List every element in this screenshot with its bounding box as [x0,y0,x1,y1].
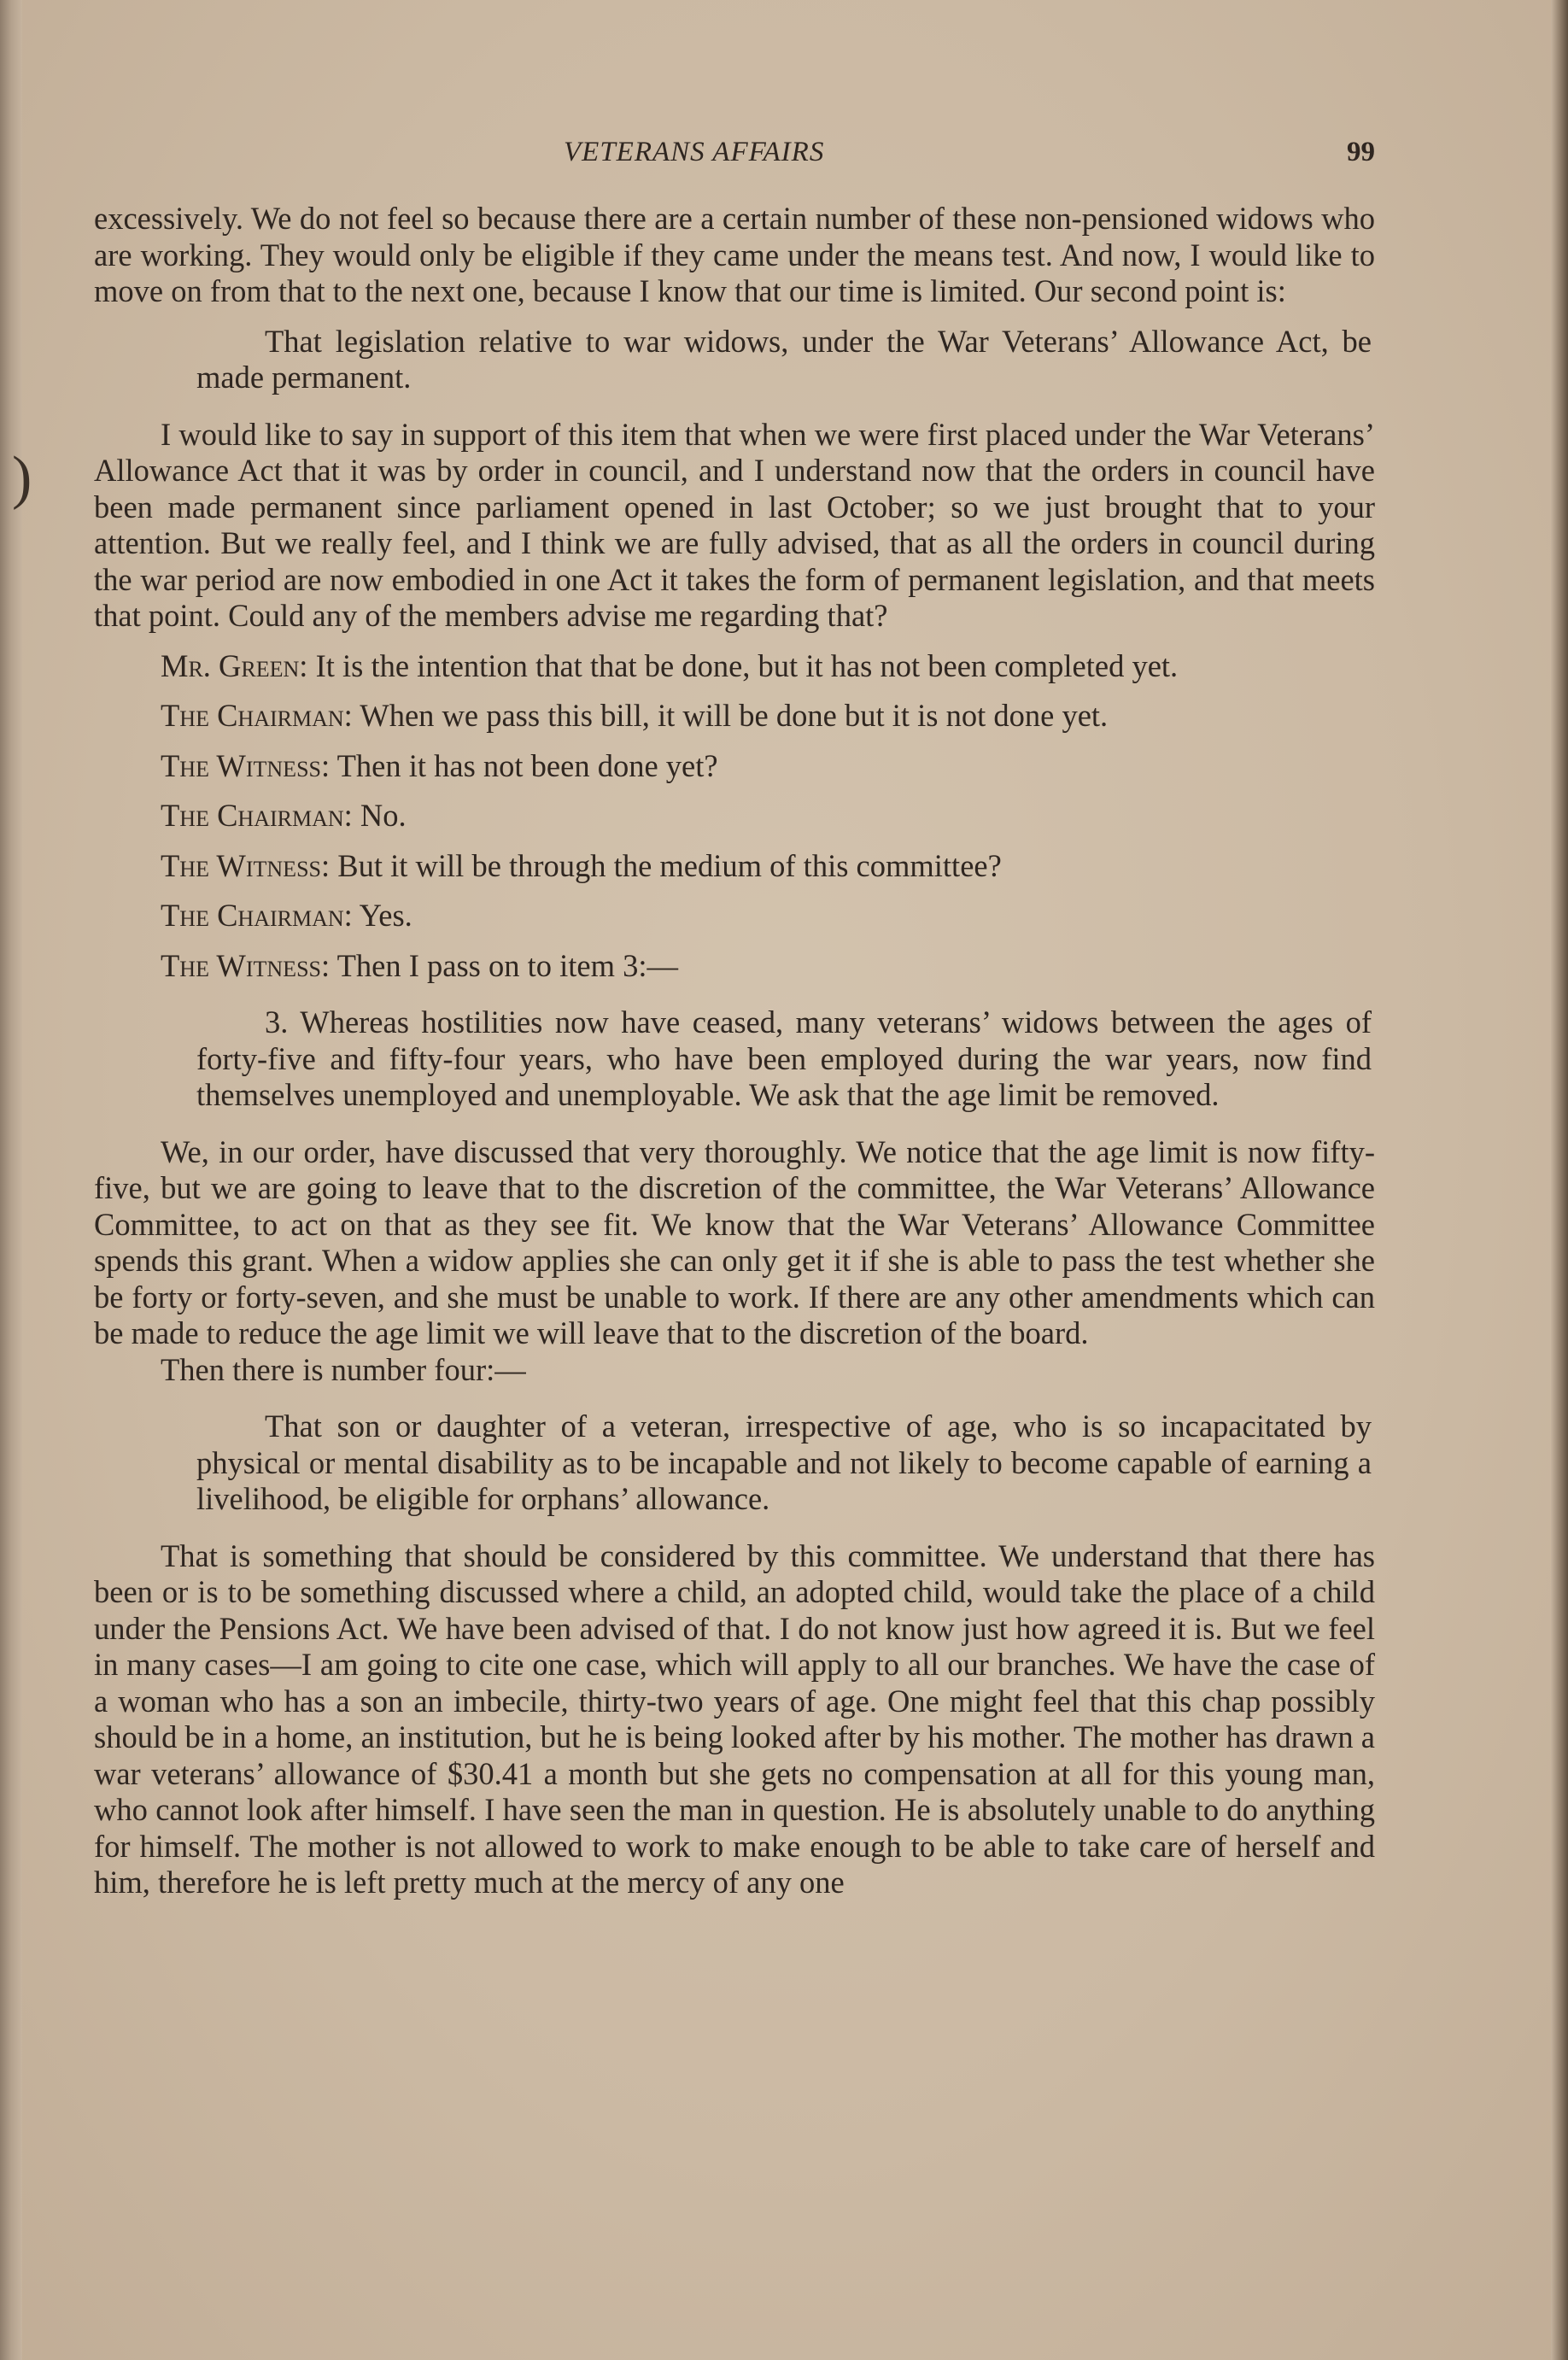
speaker-name: The Chairman [161,798,344,833]
speech-text: : But it will be through the medium of this committee? [321,847,1002,883]
page-outer-edge [1551,0,1568,2360]
speaker-name: The Witness [161,947,321,983]
page-body [94,201,1375,1901]
speaker-name: Mr. Green [161,647,300,683]
speech-text: : Yes. [343,898,412,933]
speaker-name: The Witness [161,747,321,783]
dialogue-witness-2 [94,848,1375,885]
dialogue-witness-1 [94,748,1375,785]
dialogue-chairman-1 [94,698,1375,735]
speaker-name: The Chairman [161,698,344,733]
quoted-item-2: That legislation relative to war widows, under the War Veterans’ Allowance Act, be made permanent. [196,323,1372,395]
speech-text: : Then it has not been done yet? [321,747,718,783]
dialogue-chairman-3 [94,898,1375,934]
speech-text: : It is the intention that that be done, but it has not been completed yet. [299,647,1179,683]
dialogue-chairman-2 [94,798,1375,834]
paragraph-2: I would like to say in support of this item that when we were first placed under the War Veterans’ Allowance Act that it was by order in council, and I understand now that the orders in council have been made permanent since parliament opened in last October; so we just brought that to your attention. But we really feel, and I think we are fully advised, that as all the orders in council during the war period are now embodied in one Act it takes the form of permanent legislation, and that meets that point. Could any of the members advise me regarding that? [94,416,1375,633]
speech-text: : Then I pass on to item 3:— [321,947,679,983]
paragraph-5: That is something that should be considered by this committee. We understand that there has been or is to be something discussed where a child, an adopted child, would take the place of a child under the Pensions Act. We have been advised of that. I do not know just how agreed it is. But we feel in many cases—I am going to cite one case, which will apply to all our branches. We have the case of a woman who has a son an imbecile, thirty-two years of age. One might feel that this chap possibly should be in a home, an institution, but he is being looked after by his mother. The mother has drawn a war veterans’ allowance of $30.41 a month but she gets no compensation at all for this young man, who cannot look after himself. I have seen the man in question. He is absolutely unable to do anything for himself. The mother is not allowed to work to make enough to be able to take care of herself and him, therefore he is left pretty much at the mercy of any one [94,1537,1375,1900]
margin-bracket-mark: ) [12,445,32,511]
paragraph-3: We, in our order, have discussed that very thoroughly. We notice that the age limit is now fifty-five, but we are going to leave that to the discretion of the committee, the War Veterans’ Allowance Committee, to act on that as they see fit. We know that the War Veterans’ Allowance Committee spends this grant. When a widow applies she can only get it if she is able to pass the test whether she be forty or forty-seven, and she must be unable to work. If there are any other amendments which can be made to reduce the age limit we will leave that to the discretion of the board. [94,1133,1375,1350]
dialogue-green [94,648,1375,685]
paragraph-1: excessively. We do not feel so because there are a certain number of these non-pensioned widows who are working. They would only be eligible if they came under the means test. And now, I would like to move on from that to the next one, because I know that our time is limited. Our second point is: [94,201,1375,308]
speech-text: : No. [343,798,407,833]
speaker-name: The Witness [161,847,321,883]
page-binding-edge [0,0,22,2360]
page-number: 99 [1347,137,1375,167]
quoted-item-3: 3. Whereas hostilities now have ceased, many veterans’ widows between the ages of forty-five and fifty-four years, who have been employed during the war years, now find themselves unemployed and unemployable. We ask that the age limit be removed. [196,1004,1372,1112]
speaker-name: The Chairman [161,898,344,933]
quoted-item-4: That son or daughter of a veteran, irrespective of age, who is so incapacitated by physical or mental disability as to be incapable and not likely to become capable of earning a livelihood, be eligible for orphans’ allowance. [196,1408,1372,1516]
running-title: VETERANS AFFAIRS [564,137,825,167]
speech-text: : When we pass this bill, it will be done but it is not done yet. [343,698,1109,733]
page-header [94,137,1375,179]
dialogue-witness-3 [94,948,1375,985]
paragraph-4: Then there is number four:— [161,1351,526,1387]
